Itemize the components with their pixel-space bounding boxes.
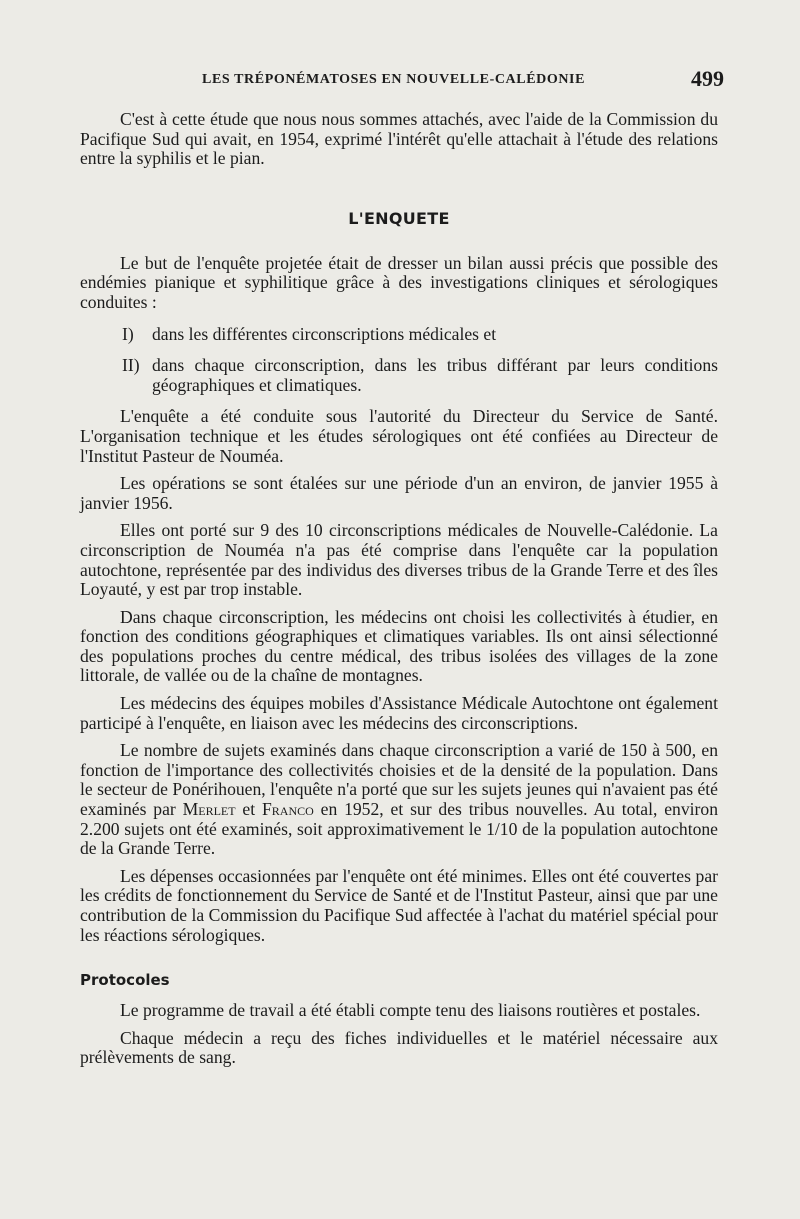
enquete-lead-paragraph: Le but de l'enquête projetée était de dresser un bilan aussi précis que possible des endémies pianique et syphilitique grâce à des investigations cliniques et sérologiques conduites : [80,252,718,312]
paragraph-sujets [80,741,718,859]
paragraph-autorite: L'enquête a été conduite sous l'autorité du Directeur du Service de Santé. L'organisation technique et les études sérologiques ont été confiées au Directeur de l'Institut Pasteur de Nouméa. [80,406,718,466]
list-item-tribus [80,356,718,395]
sujets-text-between: et [235,799,262,820]
intro-paragraph: C'est à cette étude que nous nous sommes attachés, avec l'aide de la Commission du Pacifique Sud qui avait, en 1954, exprimé l'intérêt qu'elle attachait à l'étude des relations entre la syphilis et le pian. [80,109,718,169]
running-title: LES TRÉPONÉMATOSES EN NOUVELLE-CALÉDONIE [202,72,586,87]
section-title-protocoles: Protocoles [80,971,170,990]
running-header [80,66,724,98]
section-title-enquete: L'ENQUETE [348,208,450,228]
paragraph-fiches: Chaque médecin a reçu des fiches individuelles et le matériel nécessaire aux prélèvements de sang. [80,1027,718,1068]
list-item-circonscriptions [80,325,718,345]
page-number: 499 [691,66,724,91]
paragraph-circonscriptions: Elles ont porté sur 9 des 10 circonscriptions médicales de Nouvelle-Calédonie. La circonscription de Nouméa n'a pas été comprise dans l'enquête car la population autochtone, représentée par des individus des diverses tribus de la Grande Terre et des îles Loyauté, y est par trop instable. [80,520,718,600]
list-item-text: dans chaque circonscription, dans les tribus différant par leurs conditions géographiques et climatiques. [152,355,718,395]
sujets-text-before: Le nombre de sujets examinés dans chaque circonscription a varié de 150 à 500, en fonction de l'importance des collectivités choisies et de la densité de la population. Dans le secteur de Ponérihouen, l'enquête n'a porté que sur les sujets jeunes qui n'avaient pas été examinés par [80,740,718,820]
sujets-text-after: en 1952, et sur des tribus nouvelles. Au total, environ 2.200 sujets ont été examinés, soit approximativement le 1/10 de la population autochtone de la Grande Terre. [80,799,718,859]
list-item-text: dans les différentes circonscriptions médicales et [152,323,497,344]
list-marker: I) [122,323,134,344]
list-marker: II) [122,355,140,376]
author-franco: Franco [261,799,314,820]
paragraph-collectivites: Dans chaque circonscription, les médecins ont choisi les collectivités à étudier, en fonction des conditions géographiques et climatiques variables. Ils ont ainsi sélectionné des populations proches du centre médical, des tribus isolées des villages de la zone littorale, de vallée ou de la chaîne de montagnes. [80,606,718,686]
paragraph-periode: Les opérations se sont étalées sur une période d'un an environ, de janvier 1955 à janvier 1956. [80,473,718,513]
paragraph-depenses: Les dépenses occasionnées par l'enquête ont été minimes. Elles ont été couvertes par les crédits de fonctionnement du Service de Santé et de l'Institut Pasteur, ainsi que par une contribution de la Commission du Pacifique Sud affectée à l'achat du matériel spécial pour les réactions sérologiques. [80,865,718,945]
paragraph-programme: Le programme de travail a été établi compte tenu des liaisons routières et postales. [120,1000,701,1021]
paragraph-equipes-mobiles: Les médecins des équipes mobiles d'Assistance Médicale Autochtone ont également participé à l'enquête, en liaison avec les médecins des circonscriptions. [80,693,718,733]
author-merlet: Merlet [182,799,236,820]
